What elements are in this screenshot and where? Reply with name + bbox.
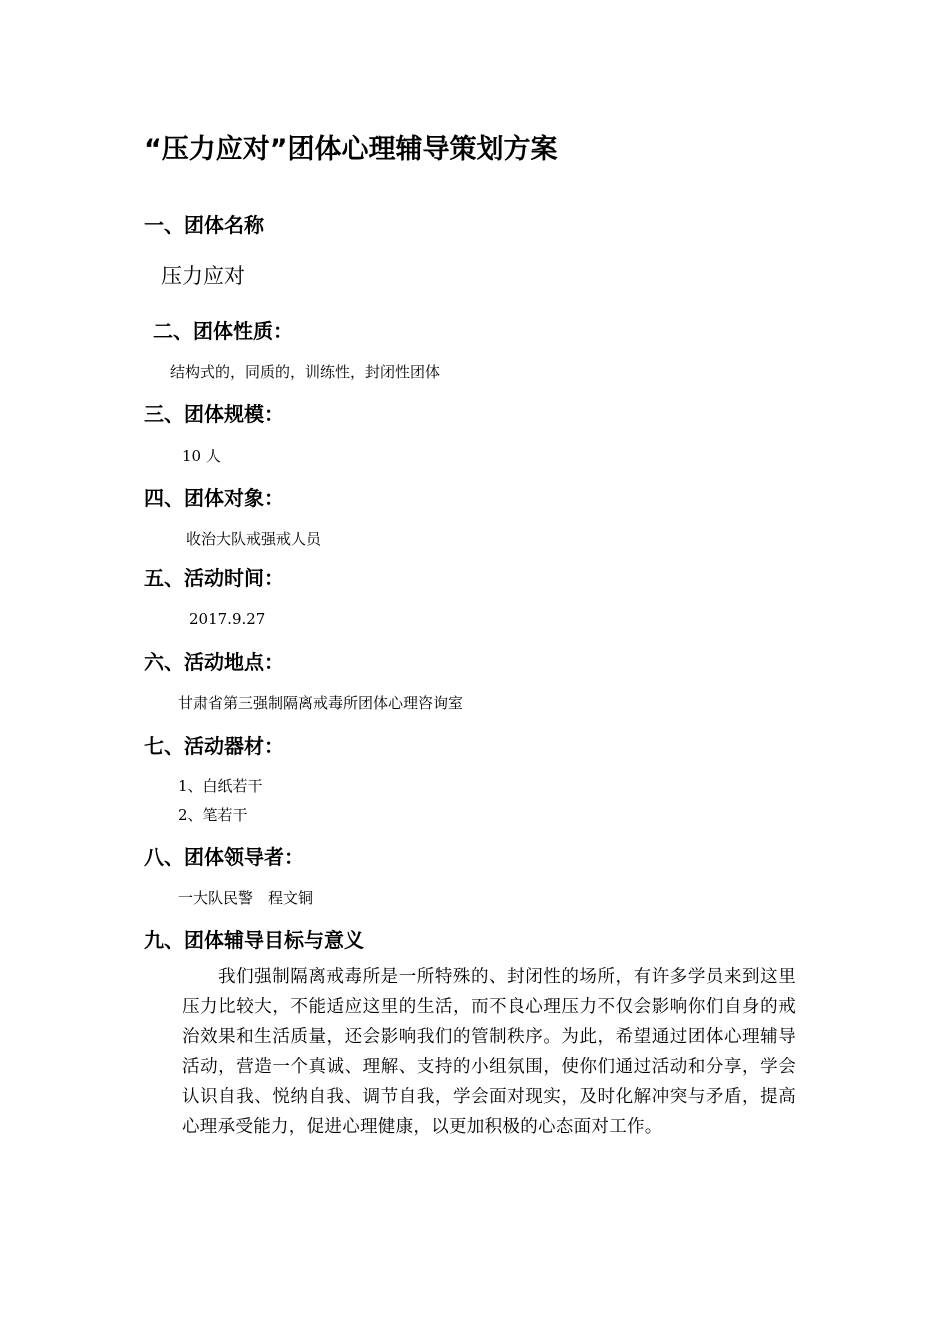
- page-title: “压力应对”团体心理辅导策划方案: [144, 134, 558, 165]
- section-6-heading: 六、活动地点：: [144, 650, 284, 674]
- section-6-content: 甘肃省第三强制隔离戒毒所团体心理咨询室: [178, 694, 464, 712]
- section-4-heading: 四、团体对象：: [144, 486, 284, 510]
- section-7-item-2: 2、笔若干: [178, 806, 248, 824]
- section-1-heading: 一、团体名称: [144, 213, 264, 237]
- section-2-content: 结构式的，同质的，训练性，封闭性团体: [170, 363, 441, 381]
- section-9-paragraph: 我们强制隔离戒毒所是一所特殊的、封闭性的场所，有许多学员来到这里压力比较大，不能适应这里的生活，而不良心理压力不仅会影响你们自身的戒治效果和生活质量，还会影响我们的管制秩序。为此，希望通过团体心理辅导活动，营造一个真诚、理解、支持的小组氛围，使你们通过活动和分享，学会认识自我、悦纳自我、调节自我，学会面对现实，及时化解冲突与矛盾，提高心理承受能力，促进心理健康，以更加积极的心态面对工作。: [182, 967, 796, 1137]
- section-5-content: 2017.9.27: [189, 610, 266, 628]
- section-1-content: 压力应对: [161, 264, 245, 288]
- section-7-heading: 七、活动器材：: [144, 734, 284, 758]
- section-8-heading: 八、团体领导者：: [144, 845, 304, 869]
- section-7-item-1: 1、白纸若干: [178, 777, 263, 795]
- section-9-heading: 九、团体辅导目标与意义: [144, 928, 364, 952]
- section-3-content: 10 人: [182, 447, 221, 465]
- section-4-content: 收治大队戒强戒人员: [186, 530, 322, 548]
- section-2-heading: 二、团体性质：: [153, 319, 293, 343]
- section-5-heading: 五、活动时间：: [144, 566, 284, 590]
- section-8-content: 一大队民警 程文铜: [178, 889, 314, 907]
- section-3-heading: 三、团体规模：: [144, 402, 284, 426]
